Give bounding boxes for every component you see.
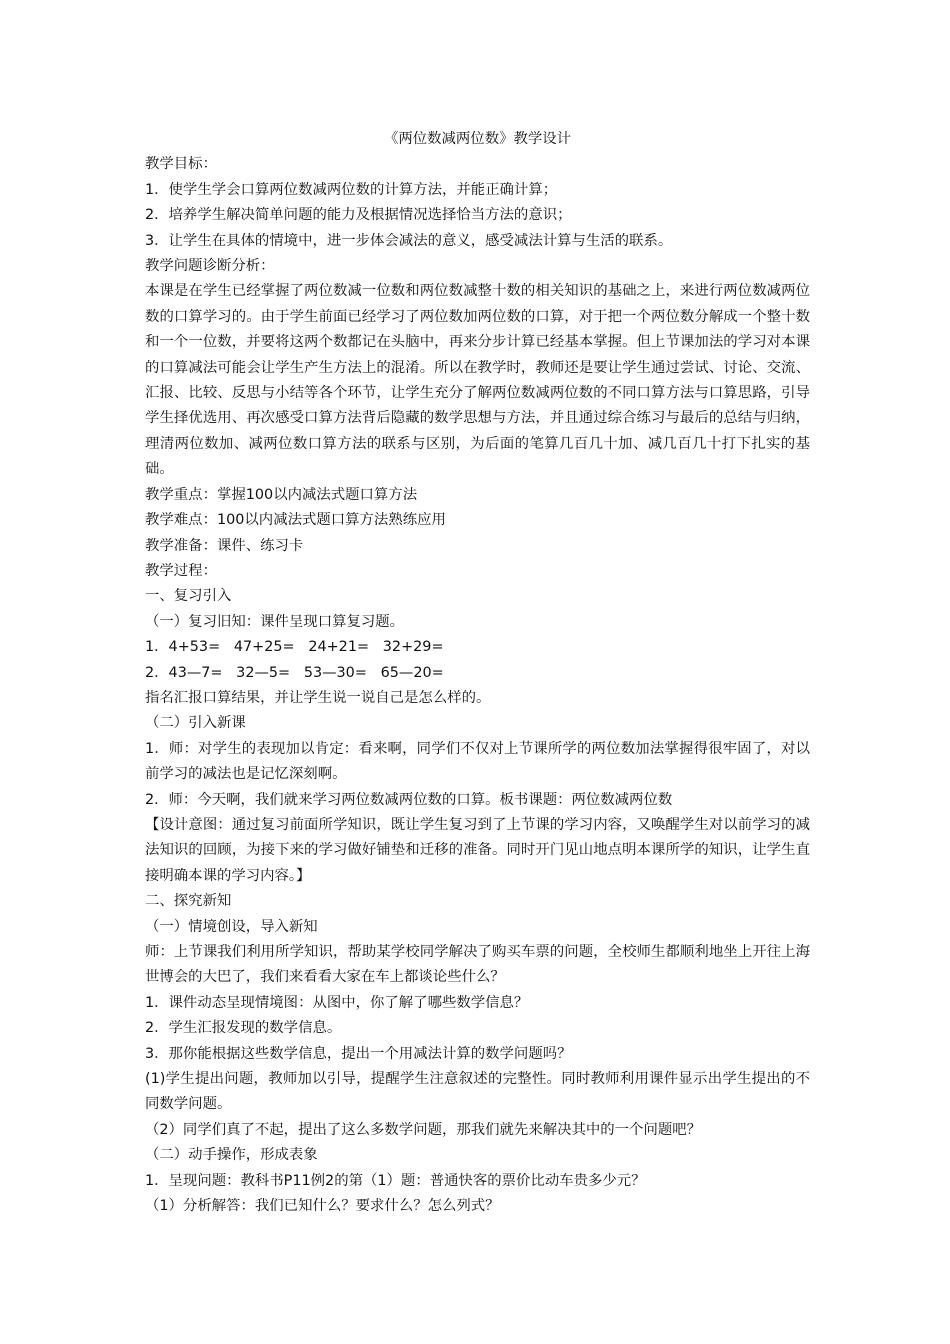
review-report: 指名汇报口算结果，并让学生说一说自己是怎么样的。 [145,689,491,706]
document-body [145,127,810,1219]
subsection-introduce: （二）引入新课 [145,715,246,732]
objectives-heading: 教学目标： [145,156,217,173]
diagnosis-paragraph: 本课是在学生已经掌握了两位数减一位数和两位数减整十数的相关知识的基础之上，来进行两位数减两位数的口算学习的。由于学生前面已经学习了两位数加两位数的口算，对于把一个两位数分解成一个整十数和一个一位数，并要将这两个数都记在头脑中，再来分步计算已经基本掌握。但上节课加法的学习对本课的口算减法可能会让学生产生方法上的混淆。所以在教学时，教师还是要让学生通过尝试、讨论、交流、汇报、比较、反思与小结等各个环节，让学生充分了解两位数减两位数的不同口算方法与口算思路，引导学生择优选用、再次感受口算方法背后隐藏的数学思想与方法，并且通过综合练习与最后的总结与归纳，理清两位数加、减两位数口算方法的联系与区别，为后面的笔算几百几十加、减几百几十打下扎实的基础。 [145,283,810,478]
scenario-step-2: 2．学生汇报发现的数学信息。 [145,1020,342,1037]
preparation: 教学准备：课件、练习卡 [145,537,304,554]
review-exercise-1: 1．4+53= 47+25= 24+21= 32+29= [145,639,444,656]
introduce-step-1: 1．师：对学生的表现加以肯定：看来啊，同学们不仅对上节课所学的两位数加法掌握得很牢固了，对以前学习的减法也是记忆深刻啊。 [145,740,810,783]
design-intent: 【设计意图：通过复习前面所学知识，既让学生复习到了上节课的学习内容，又唤醒学生对以前学习的减法知识的回顾，为接下来的学习做好铺垫和迁移的准备。同时开门见山地点明本课所学的知识，让学生直接明确本课的学习内容。】 [145,816,810,884]
teacher-intro: 师：上节课我们利用所学知识，帮助某学校同学解决了购买车票的问题，全校师生都顺利地坐上开往上海世博会的大巴了，我们来看看大家在车上都谈论些什么？ [145,944,810,986]
review-exercise-2: 2．43—7= 32—5= 53—30= 65—20= [145,664,444,681]
document-title: 《两位数减两位数》教学设计 [383,131,572,147]
scenario-step-1: 1．课件动态呈现情境图：从图中，你了解了哪些数学信息？ [145,994,529,1011]
section-2-heading: 二、探究新知 [145,893,232,910]
hands-on-step-1-1: （1）分析解答：我们已知什么？要求什么？怎么列式？ [145,1198,500,1215]
subsection-review: （一）复习旧知：课件呈现口算复习题。 [145,613,405,630]
objective-3: 3．让学生在具体的情境中，进一步体会减法的意义，感受减法计算与生活的联系。 [145,232,673,249]
process-heading: 教学过程： [145,562,217,579]
difficult-point: 教学难点：100以内减法式题口算方法熟练应用 [145,512,446,529]
scenario-step-3-2: （2）同学们真了不起，提出了这么多数学问题，那我们就先来解决其中的一个问题吧？ [145,1121,702,1138]
diagnosis-heading: 教学问题诊断分析： [145,258,275,275]
scenario-step-3-1: (1)学生提出问题，教师加以引导，提醒学生注意叙述的完整性。同时教师利用课件显示出学生提出的不同数学问题。 [145,1071,810,1113]
objective-2: 2．培养学生解决简单问题的能力及根据情况选择恰当方法的意识； [145,207,572,224]
hands-on-step-1: 1．呈现问题：教科书P11例2的第（1）题：普通快客的票价比动车贵多少元？ [145,1172,646,1189]
subsection-scenario: （一）情境创设，导入新知 [145,918,318,935]
scenario-step-3: 3．那你能根据这些数学信息，提出一个用减法计算的数学问题吗？ [145,1045,572,1062]
key-point: 教学重点：掌握100以内减法式题口算方法 [145,486,418,503]
section-1-heading: 一、复习引入 [145,588,232,605]
subsection-hands-on: （二）动手操作，形成表象 [145,1147,318,1164]
introduce-step-2: 2．师：今天啊，我们就来学习两位数减两位数的口算。板书课题：两位数减两位数 [145,791,673,808]
objective-1: 1．使学生学会口算两位数减两位数的计算方法，并能正确计算； [145,181,558,198]
